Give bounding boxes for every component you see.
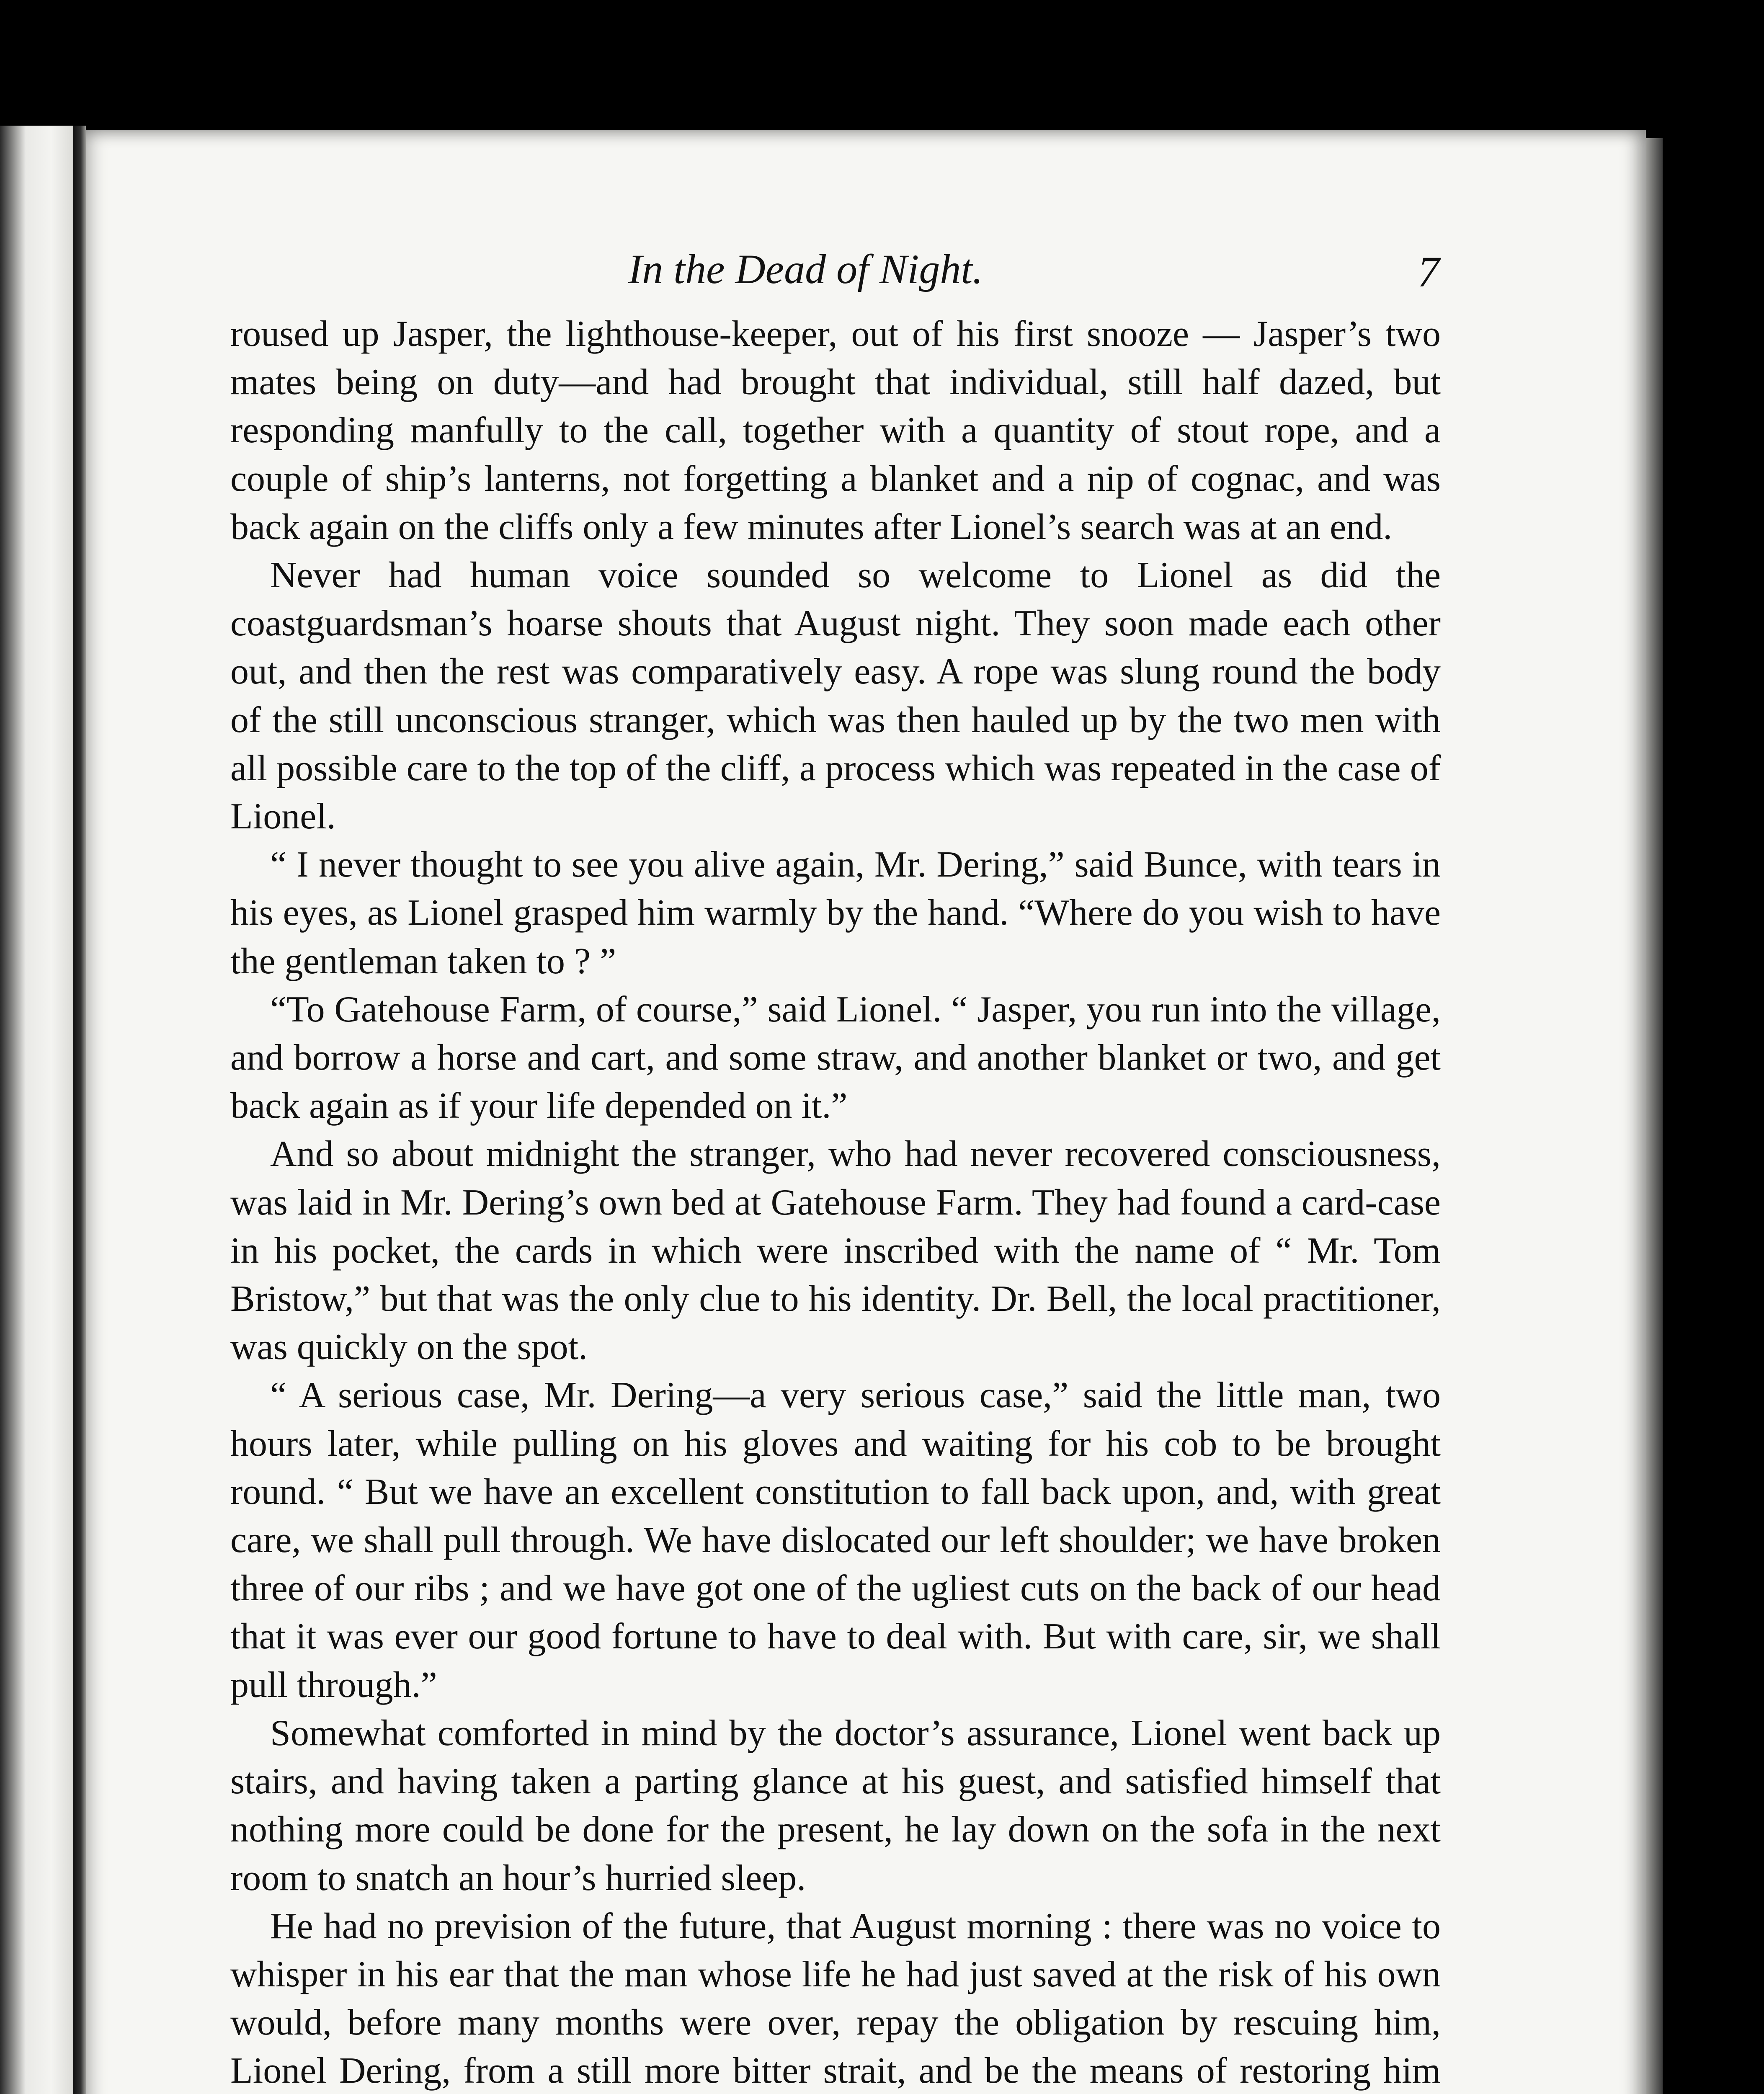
page-number: 7 <box>1418 248 1439 296</box>
paragraph-6: “ A serious case, Mr. Dering—a very serious case,” said the little man, two hours later, while pulling on his gloves and waiting for his cob to be brought round. “ But we have an excellent constitution to fall back upon, and, with great care, we shall pull through. We have dislocated our left shoulder; we have broken three of our ribs ; and we have got one of the ugliest cuts on the back of our head that it was ever our good fortune to have to deal with. But with care, sir, we shall pull through.” <box>230 1375 1441 1705</box>
running-title: In the Dead of Night. <box>628 246 983 292</box>
paragraph-8: He had no prevision of the future, that August morning : there was no voice to whisper in his ear that the man whose life he had just saved at the risk of his own would, before many months were over, repay the obligation by rescuing him, Lionel Dering, from a still more bitter strait, and be the means of restoring him <box>230 1906 1441 2091</box>
page-right-edge <box>1646 138 1663 2094</box>
paragraph-7: Somewhat comforted in mind by the doctor’s assurance, Lionel went back up stairs, and having taken a parting glance at his guest, and satisfied himself that nothing more could be done for the present, he lay down on the sofa in the next room to snatch an hour’s hurried sleep. <box>230 1712 1441 1898</box>
paragraph-3: “ I never thought to see you alive again, Mr. Dering,” said Bunce, with tears in his eyes, as Lionel grasped him warmly by the hand. “Where do you wish to have the gentleman taken to ? ” <box>230 844 1441 982</box>
paragraph-5: And so about midnight the stranger, who had never recovered consciousness, was laid in Mr. Dering’s own bed at Gatehouse Farm. They had found a card-case in his pocket, the cards in which were inscribed with the name of “ Mr. Tom Bristow,” but that was the only clue to his identity. Dr. Bell, the local practitioner, was quickly on the spot. <box>230 1134 1441 1368</box>
previous-page-edge <box>0 126 73 2094</box>
book-spine-shadow <box>73 126 86 2094</box>
paragraph-4: “To Gatehouse Farm, of course,” said Lionel. “ Jasper, you run into the village, and borrow a horse and cart, and some straw, and another blanket or two, and get back again as if your life depended on it.” <box>230 989 1441 1127</box>
paragraph-2: Never had human voice sounded so welcome to Lionel as did the coastguardsman’s hoarse shouts that August night. They soon made each other out, and then the rest was comparatively easy. A rope was slung round the body of the still unconscious stranger, which was then hauled up by the two men with all possible care to the top of the cliff, a process which was repeated in the case of Lionel. <box>230 555 1441 837</box>
paragraph-1: roused up Jasper, the lighthouse-keeper, out of his first snooze — Jasper’s two mates being on duty—and had brought that individual, still half dazed, but responding manfully to the call, together with a quantity of stout rope, and a couple of ship’s lanterns, not forgetting a blanket and a nip of cognac, and was back again on the cliffs only a few minutes after Lionel’s search was at an end. <box>230 314 1441 547</box>
body-text <box>230 310 1441 2094</box>
